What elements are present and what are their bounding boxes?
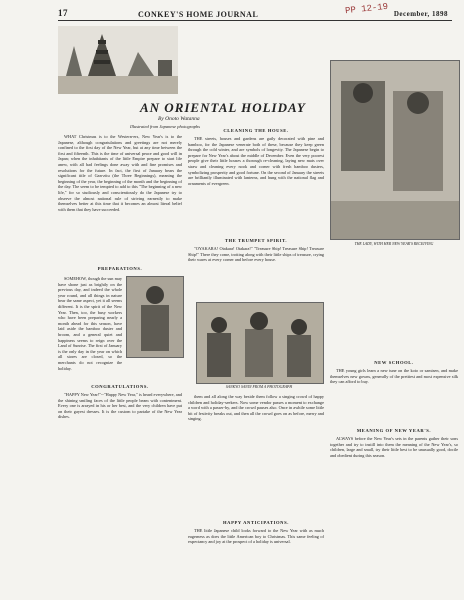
meaning-text: ALWAYS before the New Year's sets in the parents gather their sons together and try to instill into them the meaning of the New Year's, so children, large and small, try their little best to be unusually good, docile and obedient during this season. [330, 436, 458, 458]
preparations-heading: PREPARATIONS. [97, 266, 143, 271]
happy-text: THE little Japanese child looks forward to the New Year with as much eagerness as does the little American boy to Christmas. This same feeling of expectancy and joy at the prospect of a holiday is universal. [188, 528, 324, 545]
journal-title: CONKEY'S HOME JOURNAL [138, 10, 259, 19]
handwritten-stamp: PP 12-19 [344, 1, 389, 17]
group-photo-icon [197, 303, 323, 383]
new-school-text: THE young girls learn a new tune on the koto or samisen, and make themselves new gowns, generally of the prettiest and most expensive silk they can afford to buy. [330, 368, 458, 385]
center-photo [196, 302, 324, 384]
congratulations-heading: CONGRATULATIONS. [91, 384, 149, 389]
new-school-paragraph [330, 368, 458, 387]
trumpet-heading: THE TRUMPET SPIRIT. [224, 238, 288, 243]
cleaning-text: THE streets, houses and gardens are gaily decorated with pine and bamboo, for the Japanese venerate both of these, because they keep green through the cold winter, and are symbols of longevity. The Japanese begin to prepare for New Year's about the middle of December. Even the very poorest people give their little houses a thorough re-cleaning, laying new mats over straw and cleaning every nook and corner with fresh bamboo dusters, symbolizing prosperity and good fortune. On the second of January the streets are brilliantly illuminated with lanterns, and hung with the national flag and ornaments of evergreen. [188, 136, 324, 186]
trumpet-text: "OYAKARA! Otakara! Otakara!" "Treasure Ship! Treasure Ship! Treasure Ship!" There they come, trotting along with their little ships of treasure, crying their wares at every corner and before every house. [188, 246, 324, 263]
pagoda-illustration [58, 26, 178, 94]
meaning-paragraph [330, 436, 458, 460]
meaning-heading: MEANING OF NEW YEAR'S. [356, 428, 432, 433]
congratulations-text: "HAPPY New Year!"--"Happy New Year," is heard everywhere, and the shining smiling faces of the little people beam with contentment. Every one is arrayed in his or her best, and the very children have put on their gayest dresses. It is the custom to partake of the New Year dishes. [58, 392, 182, 420]
article-title: AN ORIENTAL HOLIDAY [140, 100, 306, 115]
trumpet-paragraph [188, 246, 324, 265]
preparations-paragraph [58, 276, 122, 373]
cleaning-paragraph [188, 136, 324, 188]
figure-photo-icon [127, 277, 183, 357]
header-rule [58, 20, 452, 21]
preparations-text: SOMEHOW, though the sun may have shone just as brightly on the previous day, and indeed the whole year round, and all things in nature bear the same aspect, yet it all seems different. It is the spirit of the New Year. Then, too, the busy workers who have been preparing nearly a month ahead for this season, have laid aside the bamboo duster and broom, and a general quiet and happiness seems to reign over the Land of Sunrise. The first of January is the only day in the year on which all stores are closed, so the merchants do not recognize the holiday. [58, 276, 122, 371]
pagoda-icon [58, 26, 178, 94]
page-number: 17 [58, 8, 68, 18]
illustration-note: Illustrated from Japanese photographs [130, 124, 200, 129]
people-photo-icon [331, 61, 459, 239]
congratulations-paragraph [58, 392, 182, 422]
cleaning-heading: CLEANING THE HOUSE. [223, 128, 289, 133]
top-right-photo [330, 60, 460, 240]
middle-paragraph [188, 394, 324, 424]
article-byline: By Onoto Watanna [158, 116, 200, 122]
issue-date: December, 1898 [393, 10, 448, 18]
happy-paragraph [188, 528, 324, 547]
top-right-caption: THE LADY, WITH HER NEW YEAR'S RECEIVING [354, 242, 434, 246]
new-school-heading: NEW SCHOOL. [374, 360, 414, 365]
intro-text: WHAT Christmas is to the Western-ers, New Year's is to the Japanese, although congratulations and greetings are not merely confined to the first day of the New Year, but at any time between the first and fifteenth. This is the time of universal peace and good will in Japan; when the inhabitants of the little Empire prepare to start life anew, with all bad feelings done away with and fine promises and resolutions for the future. In fact, the first of January bears the significant title of Gan-zitu (the Three Beginnings), meaning the beginning of the year, the beginning of the month and the beginning of the day. The seem to be tempted to add to this "The beginning of a new life," for so studiously and conscientiously do the Japanese try to observe the almost national rule of striving earnestly to make themselves better at this time that it becomes an almost literal belief with them that they have succeeded. [58, 134, 182, 212]
intro-paragraph [58, 134, 182, 214]
preparations-photo [126, 276, 184, 358]
center-caption: SANKYO SANIN FROM A PHOTOGRAPH [225, 385, 293, 389]
happy-heading: HAPPY ANTICIPATIONS. [222, 520, 290, 525]
middle-text: them and all along the way beside them follow a singing crowd of happy children and holiday-seekers. Now some vendor passes a moment to exchange a word with a passer-by, and the crowd pauses also. Once in awhile some little bit of festivity breaks out, and then all the crowd goes on as before, merry and singing. [188, 394, 324, 422]
